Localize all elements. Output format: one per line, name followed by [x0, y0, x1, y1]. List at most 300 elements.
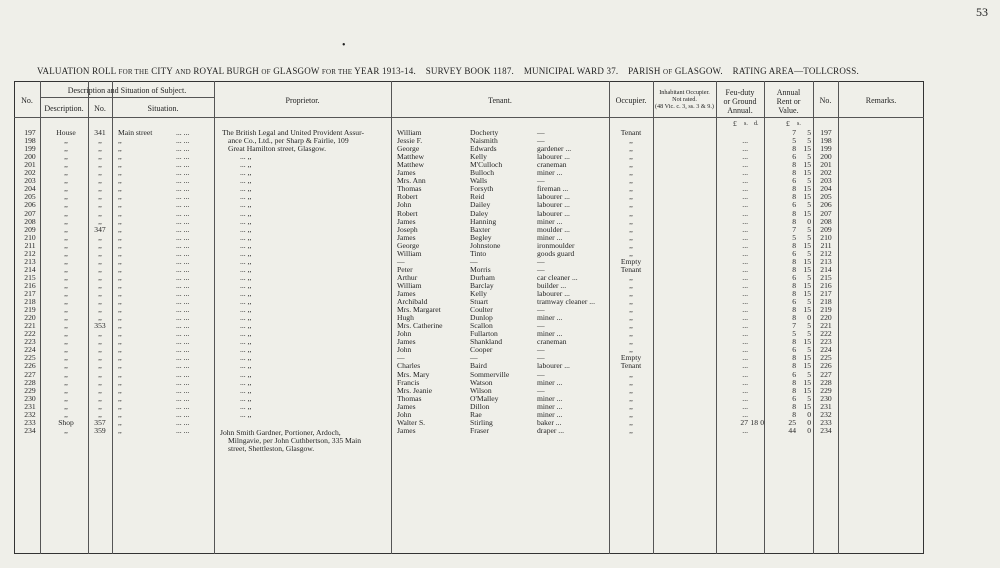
cell-num: ,,: [98, 313, 102, 323]
cell-no2: 207: [820, 208, 832, 218]
cell-num: ,,: [98, 353, 102, 363]
cell-t_last: Kelly: [470, 152, 487, 162]
cell-t_first: Thomas: [397, 184, 422, 194]
cell-num: ,,: [98, 232, 102, 242]
cell-t_occ: —: [537, 353, 545, 363]
cell-desc: ,,: [64, 144, 68, 154]
cell-t_first: Joseph: [397, 224, 418, 234]
cell-rent_l: 8: [792, 168, 796, 178]
cell-t_first: James: [397, 289, 416, 298]
cell-rent_l: 6: [792, 297, 796, 307]
cell-feu: ...: [742, 369, 748, 379]
cell-rent_s: 15: [803, 377, 811, 387]
title-part: AND: [175, 68, 191, 76]
cell-no: 234: [24, 425, 36, 435]
cell-dots1: ... ...: [176, 305, 190, 315]
currency-label: £: [733, 119, 737, 128]
cell-prop: ... ,,: [240, 256, 252, 266]
cell-prop: ... ,,: [240, 264, 252, 274]
cell-sit: ,,: [118, 377, 122, 387]
cell-occupier: ,,: [629, 240, 633, 250]
cell-num: ,,: [98, 264, 102, 274]
cell-desc: ,,: [64, 369, 68, 379]
column-rule: [214, 81, 215, 554]
cell-t_occ: —: [537, 345, 545, 355]
cell-prop: ... ,,: [240, 345, 252, 355]
cell-rent_l: 6: [792, 176, 796, 186]
cell-occupier: ,,: [629, 409, 633, 419]
cell-num: ,,: [98, 337, 102, 347]
cell-rent_l: 8: [792, 353, 796, 363]
title-part: CITY: [151, 66, 173, 76]
cell-sit: Main street: [118, 128, 153, 137]
cell-feu: ...: [742, 393, 748, 403]
cell-rent_l: 8: [792, 240, 796, 250]
title-part: GLASGOW.: [674, 66, 723, 76]
cell-no: 233: [24, 417, 36, 427]
cell-desc: ,,: [64, 393, 68, 403]
cell-no2: 218: [820, 297, 832, 307]
cell-t_last: Durham: [470, 272, 495, 282]
header-annual: [764, 88, 813, 115]
cell-t_last: Fraser: [470, 425, 489, 435]
cell-no: 217: [24, 289, 36, 298]
cell-rent_l: 6: [792, 200, 796, 210]
header-annual-line: Rent or: [776, 97, 801, 106]
cell-t_last: Fullarton: [470, 329, 498, 339]
cell-occupier: ,,: [629, 329, 633, 339]
header-feu-line: or Ground: [723, 97, 757, 106]
header-no: No.: [21, 96, 33, 105]
cell-num: ,,: [98, 240, 102, 250]
cell-no: 232: [24, 409, 36, 419]
cell-dots1: ... ...: [176, 289, 190, 298]
cell-rent_l: 25: [788, 417, 796, 427]
header-remarks: Remarks.: [865, 96, 897, 105]
cell-t_last: Forsyth: [470, 184, 494, 194]
proprietor-line: John Smith Gardner, Portioner, Ardoch,: [220, 428, 341, 437]
cell-dots1: ... ...: [176, 256, 190, 266]
cell-t_first: —: [397, 256, 405, 266]
cell-t_last: Daley: [470, 208, 489, 218]
cell-rent_l: 5: [792, 329, 796, 339]
column-rule: [609, 81, 610, 554]
cell-dots1: ... ...: [176, 409, 190, 419]
cell-num: 353: [94, 321, 106, 331]
cell-t_occ: —: [537, 264, 545, 274]
cell-occupier: ,,: [629, 425, 633, 435]
proprietor-line: street, Shettleston, Glasgow.: [228, 444, 315, 453]
cell-prop: ... ,,: [240, 224, 252, 234]
cell-desc: ,,: [64, 248, 68, 258]
cell-t_occ: moulder ...: [537, 224, 570, 234]
cell-sit: ,,: [118, 264, 122, 274]
header-inhabitant-line: Not rated.: [672, 96, 697, 103]
cell-t_last: Dillon: [470, 401, 490, 411]
cell-sit: ,,: [118, 136, 122, 146]
cell-prop: ... ,,: [240, 369, 252, 379]
cell-t_first: Robert: [397, 208, 418, 218]
cell-t_occ: craneman: [537, 160, 567, 170]
cell-feu: ...: [742, 264, 748, 274]
cell-no: 225: [24, 353, 36, 363]
cell-feu: ...: [742, 353, 748, 363]
cell-t_occ: miner ...: [537, 329, 563, 339]
cell-dots1: ... ...: [176, 329, 190, 339]
cell-no2: 213: [820, 256, 832, 266]
cell-feu: ...: [742, 176, 748, 186]
cell-dots1: ... ...: [176, 361, 190, 371]
cell-no2: 212: [820, 248, 832, 258]
cell-dots1: ... ...: [176, 417, 190, 427]
cell-rent_l: 8: [792, 280, 796, 290]
cell-rent_l: 8: [792, 192, 796, 202]
cell-no2: 203: [820, 176, 832, 186]
cell-prop: ... ,,: [240, 216, 252, 226]
cell-rent_s: 5: [807, 329, 811, 339]
cell-num: ,,: [98, 176, 102, 186]
cell-sit: ,,: [118, 313, 122, 323]
cell-feu: ...: [742, 345, 748, 355]
cell-no2: 226: [820, 361, 832, 371]
cell-rent_s: 5: [807, 345, 811, 355]
cell-t_occ: miner ...: [537, 401, 563, 411]
cell-num: ,,: [98, 409, 102, 419]
cell-sit: ,,: [118, 240, 122, 250]
cell-feu: 27: [740, 417, 748, 427]
cell-rent_s: 0: [807, 313, 811, 323]
cell-occupier: ,,: [629, 289, 633, 298]
cell-t_first: Mrs. Mary: [397, 369, 430, 379]
cell-occupier: Tenant: [620, 128, 642, 137]
cell-rent_l: 6: [792, 248, 796, 258]
cell-desc: ,,: [64, 216, 68, 226]
cell-rent_l: 8: [792, 337, 796, 347]
cell-t_last: Stuart: [470, 297, 489, 307]
cell-t_last: Morris: [470, 264, 491, 274]
cell-num: ,,: [98, 272, 102, 282]
cell-desc: ,,: [64, 280, 68, 290]
cell-no2: 210: [820, 232, 832, 242]
cell-feu: ...: [742, 256, 748, 266]
cell-dots1: ... ...: [176, 160, 190, 170]
cell-no: 222: [24, 329, 36, 339]
cell-dots1: ... ...: [176, 345, 190, 355]
cell-no2: 223: [820, 337, 832, 347]
cell-rent_l: 8: [792, 361, 796, 371]
cell-num: 357: [94, 417, 106, 427]
cell-desc: ,,: [64, 377, 68, 387]
header-feu: [716, 88, 764, 115]
cell-desc: ,,: [64, 168, 68, 178]
cell-rent_s: 0: [807, 216, 811, 226]
cell-dots1: ... ...: [176, 280, 190, 290]
cell-sit: ,,: [118, 192, 122, 202]
cell-rent_s: 15: [803, 184, 811, 194]
cell-sit: ,,: [118, 369, 122, 379]
column-rule: [112, 81, 113, 554]
cell-t_last: Stirling: [470, 417, 493, 427]
cell-no: 208: [24, 216, 36, 226]
cell-t_last: Coulter: [470, 305, 493, 315]
cell-no2: 199: [820, 144, 832, 154]
cell-occupier: ,,: [629, 216, 633, 226]
cell-t_last: Johnstone: [470, 240, 501, 250]
cell-feu: ...: [742, 289, 748, 298]
cell-rent_s: 15: [803, 168, 811, 178]
cell-t_last: Reid: [470, 192, 485, 202]
cell-num: ,,: [98, 297, 102, 307]
cell-no2: 233: [820, 417, 832, 427]
cell-rent_s: 15: [803, 240, 811, 250]
cell-t_first: William: [397, 280, 422, 290]
cell-rent_l: 7: [792, 128, 796, 137]
cell-desc: ,,: [64, 401, 68, 411]
cell-t_last: Naismith: [470, 136, 498, 146]
cell-t_occ: labourer ...: [537, 192, 570, 202]
cell-rent_s: 15: [803, 305, 811, 315]
cell-t_last: Begley: [470, 232, 492, 242]
cell-rent_l: 5: [792, 136, 796, 146]
cell-feu: ...: [742, 224, 748, 234]
cell-rent_l: 7: [792, 224, 796, 234]
cell-dots1: ... ...: [176, 425, 190, 435]
cell-feu: ...: [742, 361, 748, 371]
cell-num: ,,: [98, 305, 102, 315]
cell-prop: ... ,,: [240, 353, 252, 363]
cell-t_occ: tramway cleaner ...: [537, 297, 595, 307]
cell-feu: ...: [742, 272, 748, 282]
cell-dots1: ... ...: [176, 208, 190, 218]
cell-sit: ,,: [118, 417, 122, 427]
cell-t_last: Dunlop: [470, 313, 493, 323]
cell-prop: ... ,,: [240, 409, 252, 419]
title-part: OF: [663, 68, 673, 76]
cell-t_occ: labourer ...: [537, 208, 570, 218]
cell-occupier: ,,: [629, 401, 633, 411]
cell-sit: ,,: [118, 216, 122, 226]
cell-t_occ: ironmoulder: [537, 240, 575, 250]
cell-t_first: John: [397, 329, 412, 339]
cell-t_last: —: [470, 256, 478, 266]
cell-t_occ: labourer ...: [537, 361, 570, 371]
cell-t_first: Archibald: [397, 297, 428, 307]
cell-dots1: ... ...: [176, 401, 190, 411]
title-part: PARISH: [628, 66, 661, 76]
cell-t_last: Tinto: [470, 248, 487, 258]
cell-no: 211: [24, 240, 36, 250]
cell-no: 210: [24, 232, 36, 242]
cell-occupier: ,,: [629, 176, 633, 186]
cell-sit: ,,: [118, 232, 122, 242]
cell-sit: ,,: [118, 305, 122, 315]
cell-num: ,,: [98, 369, 102, 379]
cell-sit: ,,: [118, 184, 122, 194]
cell-t_first: George: [397, 240, 420, 250]
cell-desc: ,,: [64, 240, 68, 250]
cell-sit: ,,: [118, 168, 122, 178]
header-feu-line: Annual.: [727, 106, 753, 115]
cell-num: ,,: [98, 280, 102, 290]
cell-t_occ: car cleaner ...: [537, 272, 578, 282]
cell-dots1: ... ...: [176, 144, 190, 154]
title-part: FOR THE: [321, 68, 353, 76]
header-description: Description.: [44, 104, 84, 113]
cell-t_last: Shankland: [470, 337, 503, 347]
cell-t_occ: —: [537, 305, 545, 315]
cell-desc: Shop: [58, 417, 74, 427]
cell-no: 206: [24, 200, 36, 210]
cell-sit: ,,: [118, 176, 122, 186]
cell-t_last: Baxter: [470, 224, 491, 234]
cell-t_last: Barclay: [470, 280, 494, 290]
cell-feu: ...: [742, 385, 748, 395]
cell-num: ,,: [98, 192, 102, 202]
cell-t_first: Mrs. Ann: [397, 176, 426, 186]
cell-t_last: Dailey: [470, 200, 491, 210]
cell-num: ,,: [98, 256, 102, 266]
cell-rent_s: 5: [807, 369, 811, 379]
cell-desc: ,,: [64, 329, 68, 339]
cell-desc: ,,: [64, 289, 68, 298]
cell-t_occ: —: [537, 176, 545, 186]
cell-dots1: ... ...: [176, 192, 190, 202]
cell-rent_l: 8: [792, 216, 796, 226]
cell-t_occ: miner ...: [537, 377, 563, 387]
proprietor-line: ance Co., Ltd., per Sharp & Fairlie, 109: [228, 136, 349, 145]
cell-t_occ: —: [537, 136, 545, 146]
cell-sit: ,,: [118, 361, 122, 371]
cell-prop: ... ,,: [240, 208, 252, 218]
cell-num: ,,: [98, 248, 102, 258]
cell-rent_s: 15: [803, 401, 811, 411]
cell-no2: 202: [820, 168, 832, 178]
cell-desc: ,,: [64, 353, 68, 363]
cell-num: ,,: [98, 144, 102, 154]
cell-dots1: ... ...: [176, 168, 190, 178]
cell-occupier: Tenant: [620, 264, 642, 274]
cell-t_occ: —: [537, 369, 545, 379]
cell-feu: ...: [742, 313, 748, 323]
cell-t_last: Edwards: [470, 144, 497, 154]
cell-desc: ,,: [64, 232, 68, 242]
cell-t_first: James: [397, 232, 416, 242]
cell-t_last: M'Culloch: [470, 160, 503, 170]
cell-rent_s: 15: [803, 160, 811, 170]
header-no2: No.: [94, 104, 106, 113]
cell-dots1: ... ...: [176, 128, 190, 137]
header-annual-line: Value.: [778, 106, 799, 115]
cell-prop: ... ,,: [240, 160, 252, 170]
title-part: ROYAL BURGH: [193, 66, 259, 76]
cell-rent_l: 8: [792, 160, 796, 170]
header-desc-group: Description and Situation of Subject.: [67, 86, 187, 95]
cell-rent_l: 8: [792, 385, 796, 395]
cell-rent_l: 44: [788, 425, 796, 435]
cell-t_first: John: [397, 409, 412, 419]
cell-desc: ,,: [64, 192, 68, 202]
cell-no2: 215: [820, 272, 832, 282]
header-bottom-rule: [14, 117, 924, 118]
cell-occupier: ,,: [629, 160, 633, 170]
cell-t_first: James: [397, 168, 416, 178]
cell-t_first: Walter S.: [397, 417, 426, 427]
cell-feu: ...: [742, 144, 748, 154]
cell-rent_s: 5: [807, 297, 811, 307]
cell-desc: ,,: [64, 208, 68, 218]
cell-feu: ...: [742, 329, 748, 339]
cell-t_occ: —: [537, 385, 545, 395]
cell-t_occ: miner ...: [537, 409, 563, 419]
cell-no2: 204: [820, 184, 832, 194]
cell-t_first: George: [397, 144, 420, 154]
cell-t_first: Hugh: [397, 313, 414, 323]
title-part: MUNICIPAL WARD 37.: [523, 66, 619, 76]
cell-num: ,,: [98, 385, 102, 395]
column-rule: [653, 81, 654, 554]
column-rule: [391, 81, 392, 554]
cell-rent_l: 8: [792, 305, 796, 315]
cell-no2: 205: [820, 192, 832, 202]
cell-sit: ,,: [118, 409, 122, 419]
cell-sit: ,,: [118, 224, 122, 234]
cell-feu: ...: [742, 216, 748, 226]
cell-feu_d: 0: [760, 417, 764, 427]
cell-t_last: Rae: [470, 409, 482, 419]
currency-label: s.: [797, 121, 801, 127]
cell-no: 226: [24, 361, 36, 371]
cell-sit: ,,: [118, 200, 122, 210]
cell-t_first: James: [397, 216, 416, 226]
cell-rent_s: 5: [807, 321, 811, 331]
cell-prop: ... ,,: [240, 176, 252, 186]
cell-feu: ...: [742, 409, 748, 419]
currency-label: s.: [744, 121, 748, 127]
cell-num: ,,: [98, 289, 102, 298]
cell-num: ,,: [98, 401, 102, 411]
cell-rent_s: 0: [807, 417, 811, 427]
cell-dots1: ... ...: [176, 321, 190, 331]
column-rule: [764, 81, 765, 554]
cell-feu: ...: [742, 152, 748, 162]
header-inhabitant: [653, 89, 716, 110]
cell-t_occ: fireman ...: [537, 184, 569, 194]
cell-dots1: ... ...: [176, 136, 190, 146]
cell-occupier: ,,: [629, 369, 633, 379]
cell-occupier: ,,: [629, 297, 633, 307]
cell-sit: ,,: [118, 208, 122, 218]
cell-feu: ...: [742, 321, 748, 331]
cell-no: 230: [24, 393, 36, 403]
cell-t_first: William: [397, 128, 422, 137]
proprietor-line: Milngavie, per John Cuthbertson, 335 Main: [228, 436, 362, 445]
cell-t_last: Docherty: [470, 128, 499, 137]
cell-prop: ... ,,: [240, 152, 252, 162]
title-part: RATING AREA—TOLLCROSS.: [732, 66, 859, 76]
cell-sit: ,,: [118, 256, 122, 266]
cell-dots1: ... ...: [176, 337, 190, 347]
proprietor-line: Great Hamilton street, Glasgow.: [228, 144, 326, 153]
cell-no: 207: [24, 208, 36, 218]
column-rule: [40, 81, 41, 554]
cell-t_last: Walls: [470, 176, 488, 186]
cell-desc: ,,: [64, 361, 68, 371]
cell-no2: 209: [820, 224, 832, 234]
cell-rent_l: 8: [792, 401, 796, 411]
cell-no: 201: [24, 160, 36, 170]
cell-t_occ: —: [537, 128, 545, 137]
cell-rent_l: 8: [792, 409, 796, 419]
